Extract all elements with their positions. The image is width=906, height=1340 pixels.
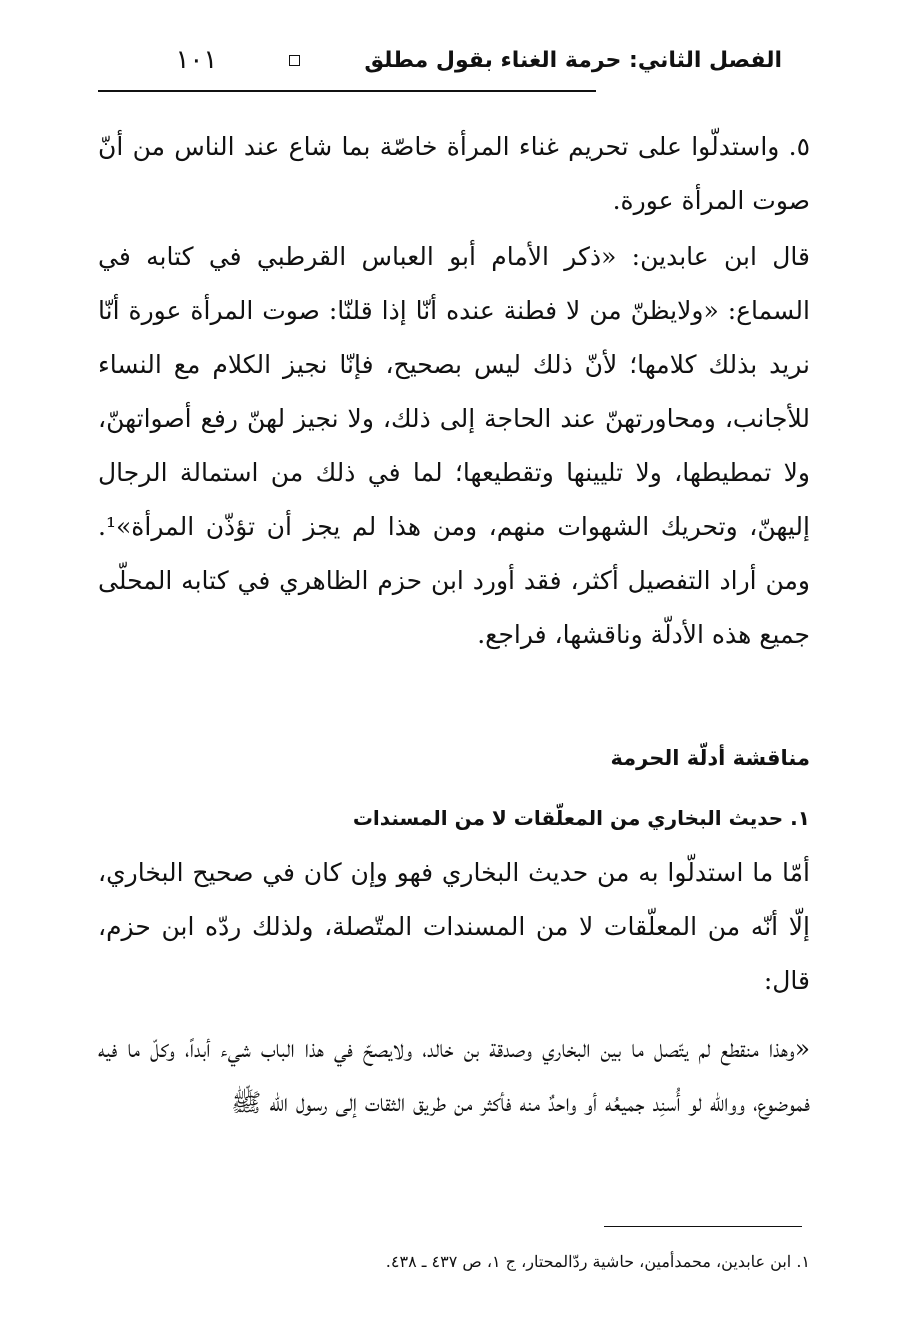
discussion-text — [98, 846, 810, 1008]
sub-heading: ١. حديث البخاري من المعلّقات لا من المسندات — [352, 806, 810, 830]
ornament-box-icon — [289, 55, 300, 66]
section-heading: مناقشة أدلّة الحرمة — [610, 746, 810, 770]
paragraph-point-5: ٥. واستدلّوا على تحريم غناء المرأة خاصّة بما شاع عند الناس من أنّ صوت المرأة عورة. — [98, 132, 810, 215]
chapter-title: الفصل الثاني: حرمة الغناء بقول مطلق — [364, 47, 782, 73]
quote-text — [98, 1022, 810, 1130]
page-number: ١٠١ — [175, 45, 218, 75]
footnote-rule — [604, 1226, 802, 1227]
footnote: ١. ابن عابدين، محمدأمين، حاشية ردّالمحتار، ج ١، ص ٤٣٧ ـ ٤٣٨. — [385, 1252, 810, 1271]
paragraph-bukhari-discussion: أمّا ما استدلّوا به من حديث البخاري فهو وإن كان في صحيح البخاري، إلّا أنّه من المعلّقات لا من المسندات المتّصلة، ولذلك ردّه ابن حزم، قال: — [98, 858, 810, 995]
paragraph-ibn-abidin-quote: قال ابن عابدين: «ذكر الأمام أبو العباس القرطبي في كتابه في السماع: «ولايظنّ من لا فطنة عنده أنّا إذا قلنّا: صوت المرأة عورة أنّا نريد بذلك كلامها؛ لأنّ ذلك ليس بصحيح، فإنّا نجيز الكلام مع النساء للأجانب، ومحاورتهنّ عند الحاجة إلى ذلك، ولا نجيز لهنّ رفع أصواتهنّ، ولا تمطيطها، ولا تليينها وتقطيعها؛ لما في ذلك من استمالة الرجال إليهنّ، وتحريك الشهوات منهم، ومن هذا لم يجز أن تؤذّن المرأة»¹. ومن أراد التفصيل أكثر، فقد أورد ابن حزم الظاهري في كتابه المحلّى جميع هذه الأدلّة وناقشها، فراجع. — [98, 242, 810, 649]
paragraph-ibn-hazm-quote: «وهذا منقطع لم يتّصل ما بين البخاري وصدقة بن خالد، ولايصحّ في هذا الباب شيء أبداً، وكلّ ما فيه فموضوع، ووالله لو أُسنِد جميعُه أو واحدٌ منه فأكثر من طريق الثقات إلى رسول الله ﷺ — [98, 1034, 810, 1117]
running-header — [98, 38, 810, 82]
header-rule — [98, 90, 596, 92]
main-text — [98, 120, 810, 662]
